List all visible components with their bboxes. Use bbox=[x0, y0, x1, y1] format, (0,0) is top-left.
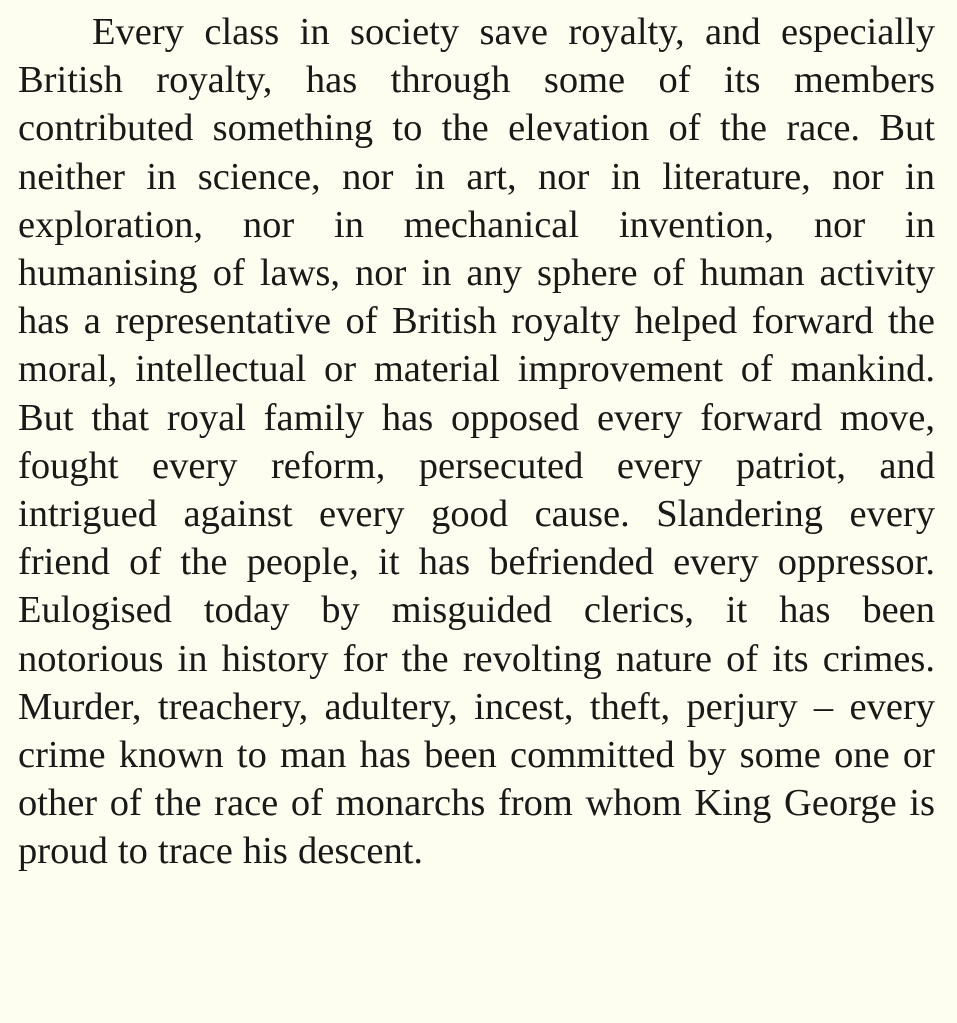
body-paragraph: Every class in society save royalty, and especially British royalty, has through some of its members contributed something to the elevation of the race. But neither in science, nor in art, nor in literature, nor in exploration, nor in mechanical invention, nor in humanising of laws, nor in any sphere of human activity has a representative of British royalty helped forward the moral, intellectual or material improvement of mankind. But that royal family has opposed every forward move, fought every reform, persecuted every patriot, and intrigued against every good cause. Slandering every friend of the people, it has befriended every oppressor. Eulogised today by misguided clerics, it has been notorious in history for the revolting nature of its crimes. Murder, treachery, adultery, incest, theft, perjury – every crime known to man has been committed by some one or other of the race of monarchs from whom King George is proud to trace his descent. bbox=[18, 11, 935, 873]
